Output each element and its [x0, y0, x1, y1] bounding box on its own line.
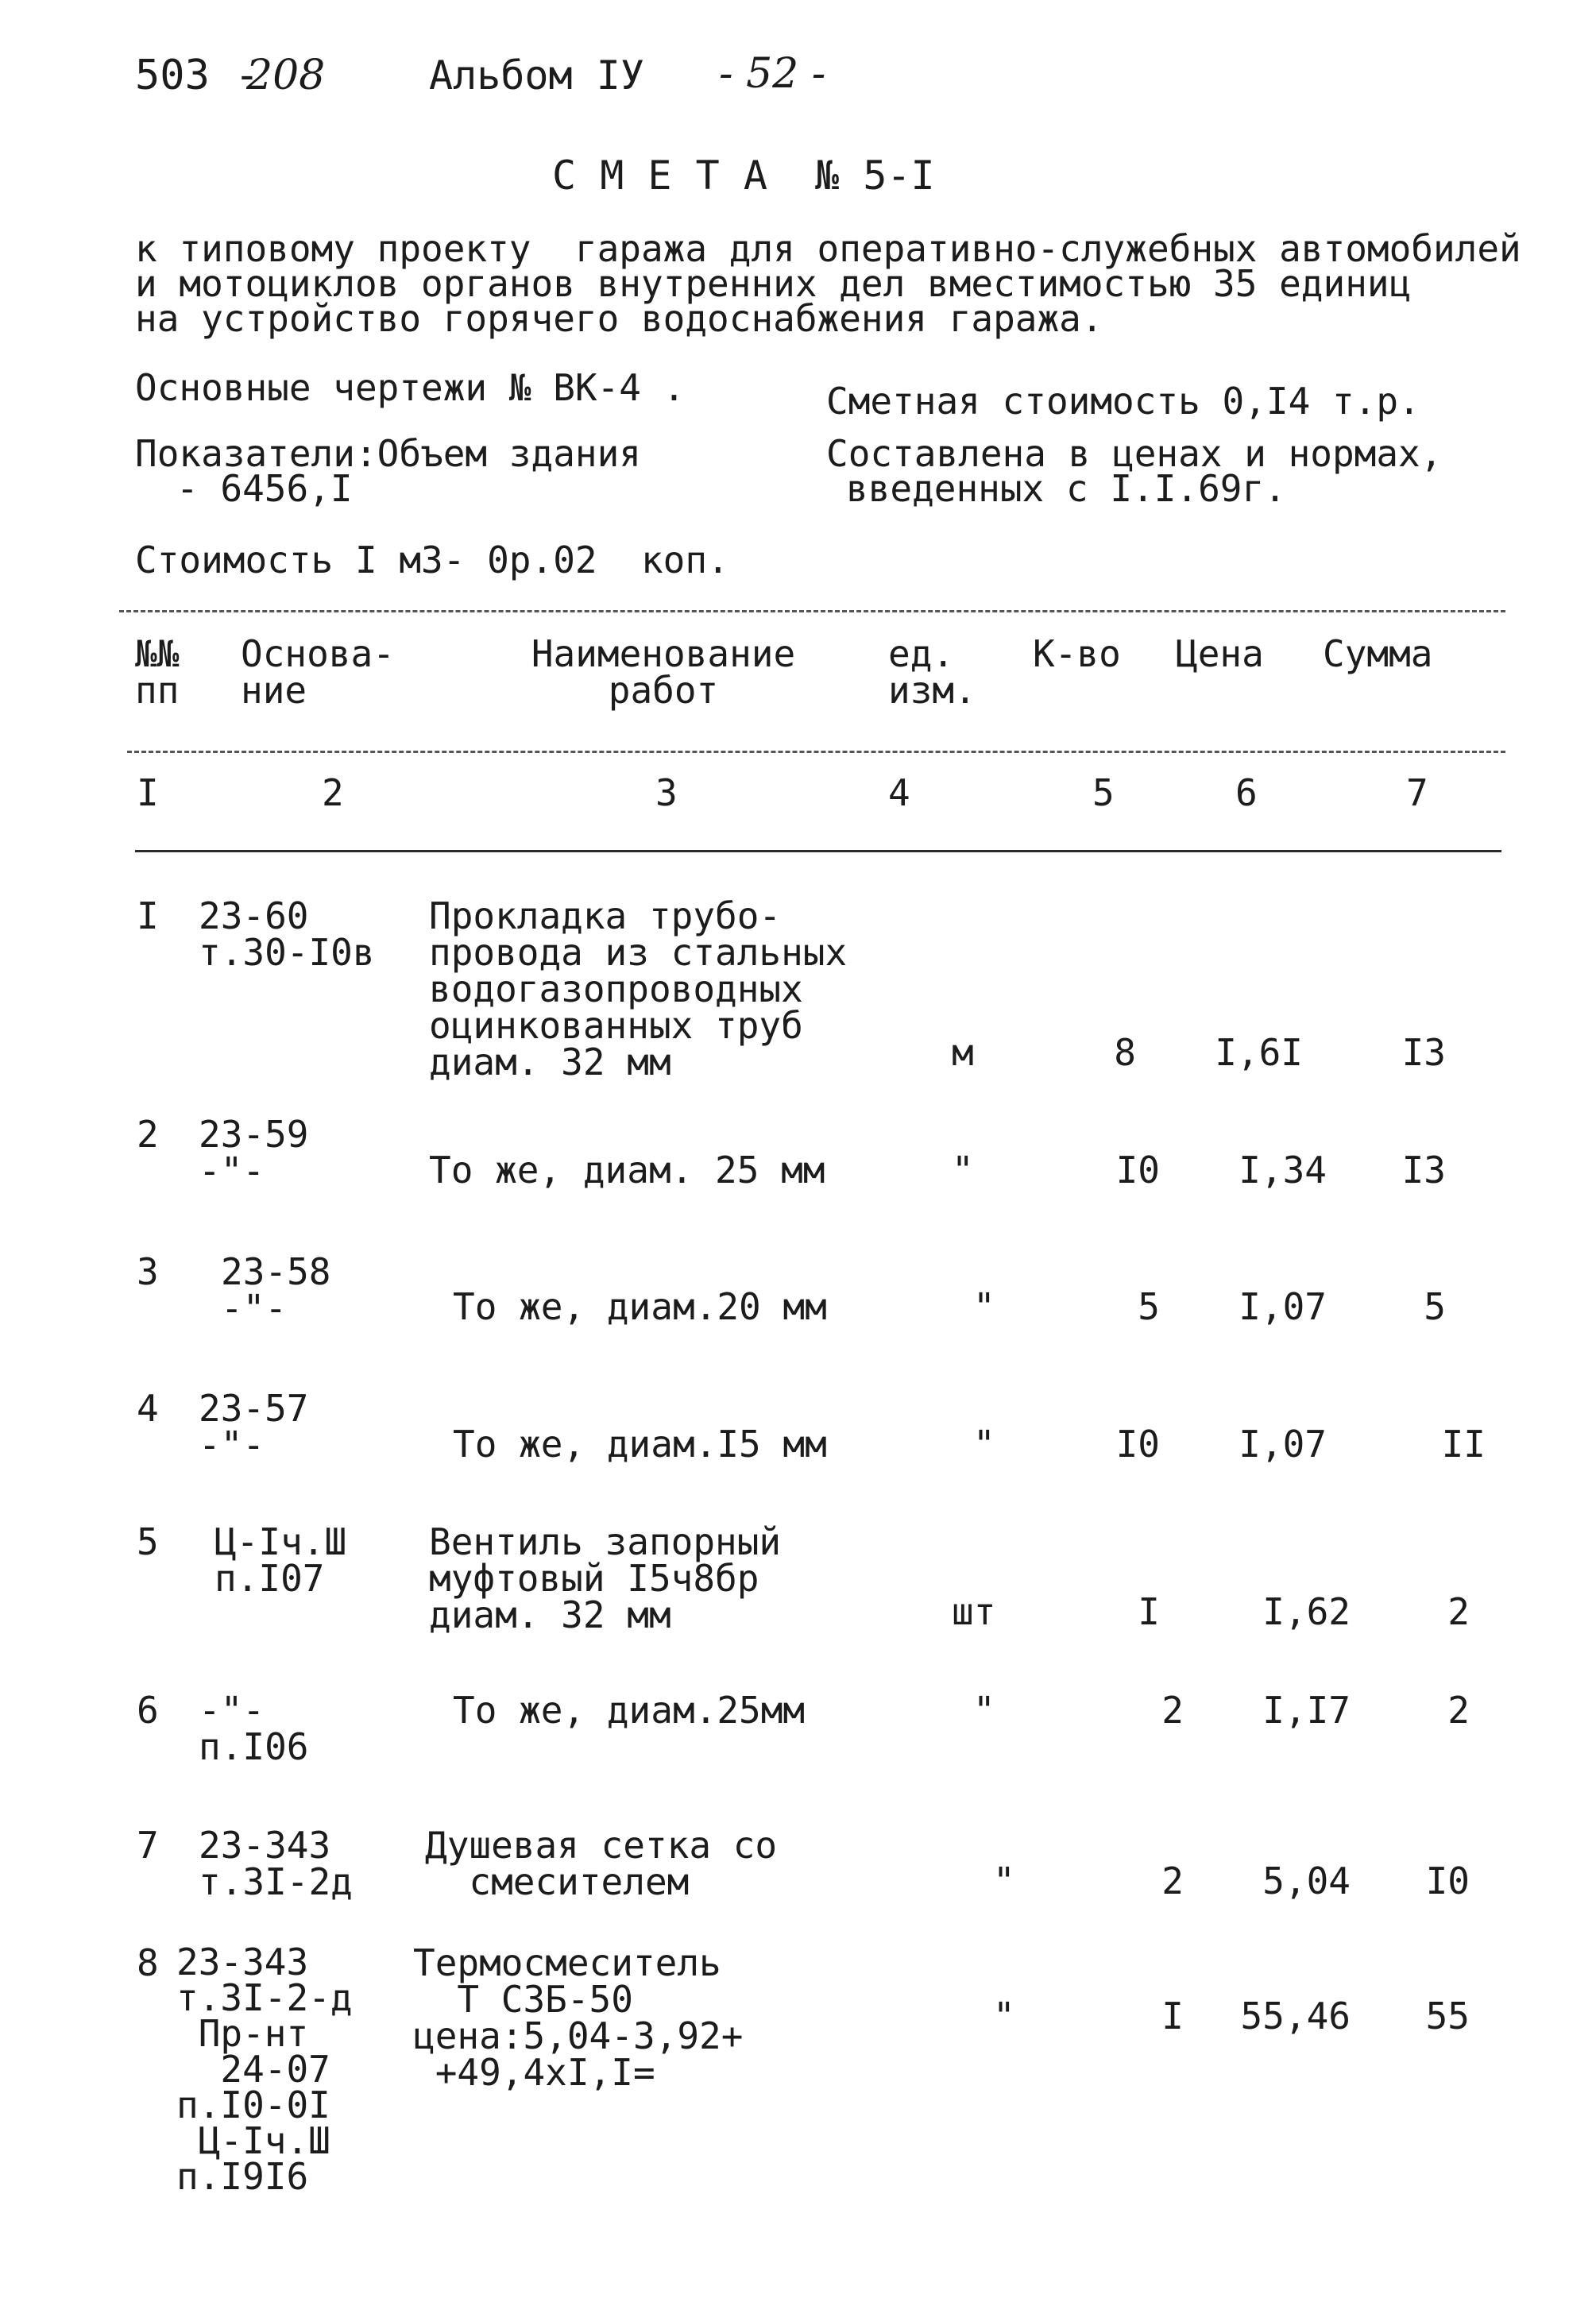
series-code: 503 -	[135, 52, 260, 99]
row-unit: "	[993, 1860, 1015, 1902]
row-unit: "	[973, 1423, 995, 1466]
row-qty: 2	[1161, 1860, 1184, 1902]
row-price: 5,04	[1262, 1860, 1351, 1902]
indicators-line-1: Показатели:Объем здания	[135, 432, 641, 475]
row-qty: I0	[1115, 1149, 1160, 1191]
row-num: 2	[137, 1113, 159, 1156]
album-label: Альбом IУ	[429, 52, 644, 98]
row-qty: 8	[1114, 1031, 1136, 1074]
column-number-6: 6	[1235, 771, 1258, 814]
row-qty: 2	[1161, 1689, 1184, 1732]
row-unit: м	[952, 1031, 974, 1074]
row-num: 7	[137, 1824, 159, 1867]
row-sum: 2	[1447, 1590, 1470, 1633]
row-basis: 23-59 -"-	[199, 1113, 309, 1192]
row-unit: "	[952, 1149, 974, 1191]
header-price: Цена	[1176, 632, 1264, 675]
row-price: 55,46	[1240, 1995, 1351, 2037]
prices-line-2: введенных с I.I.69г.	[846, 467, 1286, 510]
row-sum: 2	[1447, 1689, 1470, 1732]
subtitle-line-2: и мотоциклов органов внутренних дел вместимостью 35 единиц	[135, 262, 1412, 305]
row-sum: I3	[1401, 1149, 1446, 1191]
row-unit: "	[993, 1995, 1015, 2037]
subtitle-line-1: к типовому проекту гаража для оперативно-служебных автомобилей	[135, 227, 1521, 270]
row-name: Вентиль запорный муфтовый I5ч8бр диам. 32 мм	[429, 1520, 782, 1636]
row-sum: 5	[1424, 1285, 1446, 1328]
row-unit: шт	[952, 1590, 996, 1633]
row-qty: I	[1138, 1590, 1160, 1633]
header-sum: Сумма	[1323, 632, 1433, 675]
row-price: I,07	[1239, 1423, 1327, 1466]
row-basis: Ц-Iч.Ш п.I07	[214, 1520, 347, 1600]
table-top-rule	[119, 610, 1505, 612]
column-number-1: I	[137, 771, 159, 814]
column-number-7: 7	[1406, 771, 1428, 814]
main-drawings: Основные чертежи № ВК-4 .	[135, 366, 686, 409]
row-name: Прокладка трубо- провода из стальных водогазопроводных оцинкованных труб диам. 32 мм	[429, 894, 848, 1083]
row-price: I,07	[1239, 1285, 1327, 1328]
row-sum: I0	[1425, 1860, 1470, 1902]
row-unit: "	[973, 1285, 995, 1328]
row-basis: 23-343 т.3I-2д	[199, 1824, 353, 1903]
row-num: 5	[137, 1520, 159, 1563]
header-name: Наименование работ	[531, 632, 796, 712]
row-num: 4	[137, 1387, 159, 1430]
row-name: То же, диам.I5 мм	[453, 1423, 827, 1466]
header-bottom-rule	[127, 751, 1505, 753]
row-sum: I3	[1401, 1031, 1446, 1074]
row-price: I,I7	[1262, 1689, 1351, 1732]
row-sum: 55	[1425, 1995, 1470, 2037]
estimate-title: С М Е Т А № 5-I	[552, 153, 935, 199]
column-numbers-rule	[135, 850, 1501, 852]
row-price: I,34	[1239, 1149, 1327, 1191]
row-num: 8	[137, 1941, 159, 1984]
indicators-line-2: - 6456,I	[176, 467, 353, 510]
row-price: I,62	[1262, 1590, 1351, 1633]
row-sum: II	[1441, 1423, 1486, 1466]
row-name: Душевая сетка со смесителем	[425, 1824, 778, 1903]
row-qty: I0	[1115, 1423, 1160, 1466]
subtitle-line-3: на устройство горячего водоснабжения гаража.	[135, 297, 1103, 340]
row-qty: 5	[1138, 1285, 1160, 1328]
row-num: 6	[137, 1689, 159, 1732]
row-name: Термосмеситель Т СЗБ-50 цена:5,04-3,92+ +49,4хI,I=	[413, 1941, 744, 2094]
column-number-5: 5	[1092, 771, 1115, 814]
row-num: I	[137, 894, 159, 937]
row-name: То же, диам.25мм	[453, 1689, 806, 1732]
row-num: 3	[137, 1250, 159, 1293]
row-basis: 23-60 т.30-I0в	[199, 894, 375, 974]
header-num: №№ пп	[135, 632, 180, 712]
row-basis: 23-57 -"-	[199, 1387, 309, 1466]
row-basis: 23-58 -"-	[221, 1250, 331, 1330]
column-number-3: 3	[655, 771, 678, 814]
page-number: - 52 -	[719, 50, 826, 98]
row-name: То же, диам. 25 мм	[429, 1149, 825, 1191]
column-number-4: 4	[888, 771, 910, 814]
header-basis: Основа- ние	[241, 632, 395, 712]
series-code-handwritten: 208	[246, 52, 326, 99]
prices-line-1: Составлена в ценах и нормах,	[826, 432, 1443, 475]
header-qty: К-во	[1033, 632, 1121, 675]
row-qty: I	[1161, 1995, 1184, 2037]
row-unit: "	[973, 1689, 995, 1732]
column-number-2: 2	[322, 771, 344, 814]
row-price: I,6I	[1215, 1031, 1303, 1074]
row-basis: -"- п.I06	[199, 1689, 309, 1768]
row-basis: 23-343 т.3I-2-д Пр-нт 24-07 п.I0-0I Ц-Iч.Ш п.I9I6	[176, 1941, 353, 2198]
cost-per-m3: Стоимость I м3- 0р.02 коп.	[135, 539, 729, 581]
row-name: То же, диам.20 мм	[453, 1285, 827, 1328]
header-unit: ед. изм.	[888, 632, 976, 712]
estimated-cost: Сметная стоимость 0,I4 т.р.	[826, 380, 1420, 423]
